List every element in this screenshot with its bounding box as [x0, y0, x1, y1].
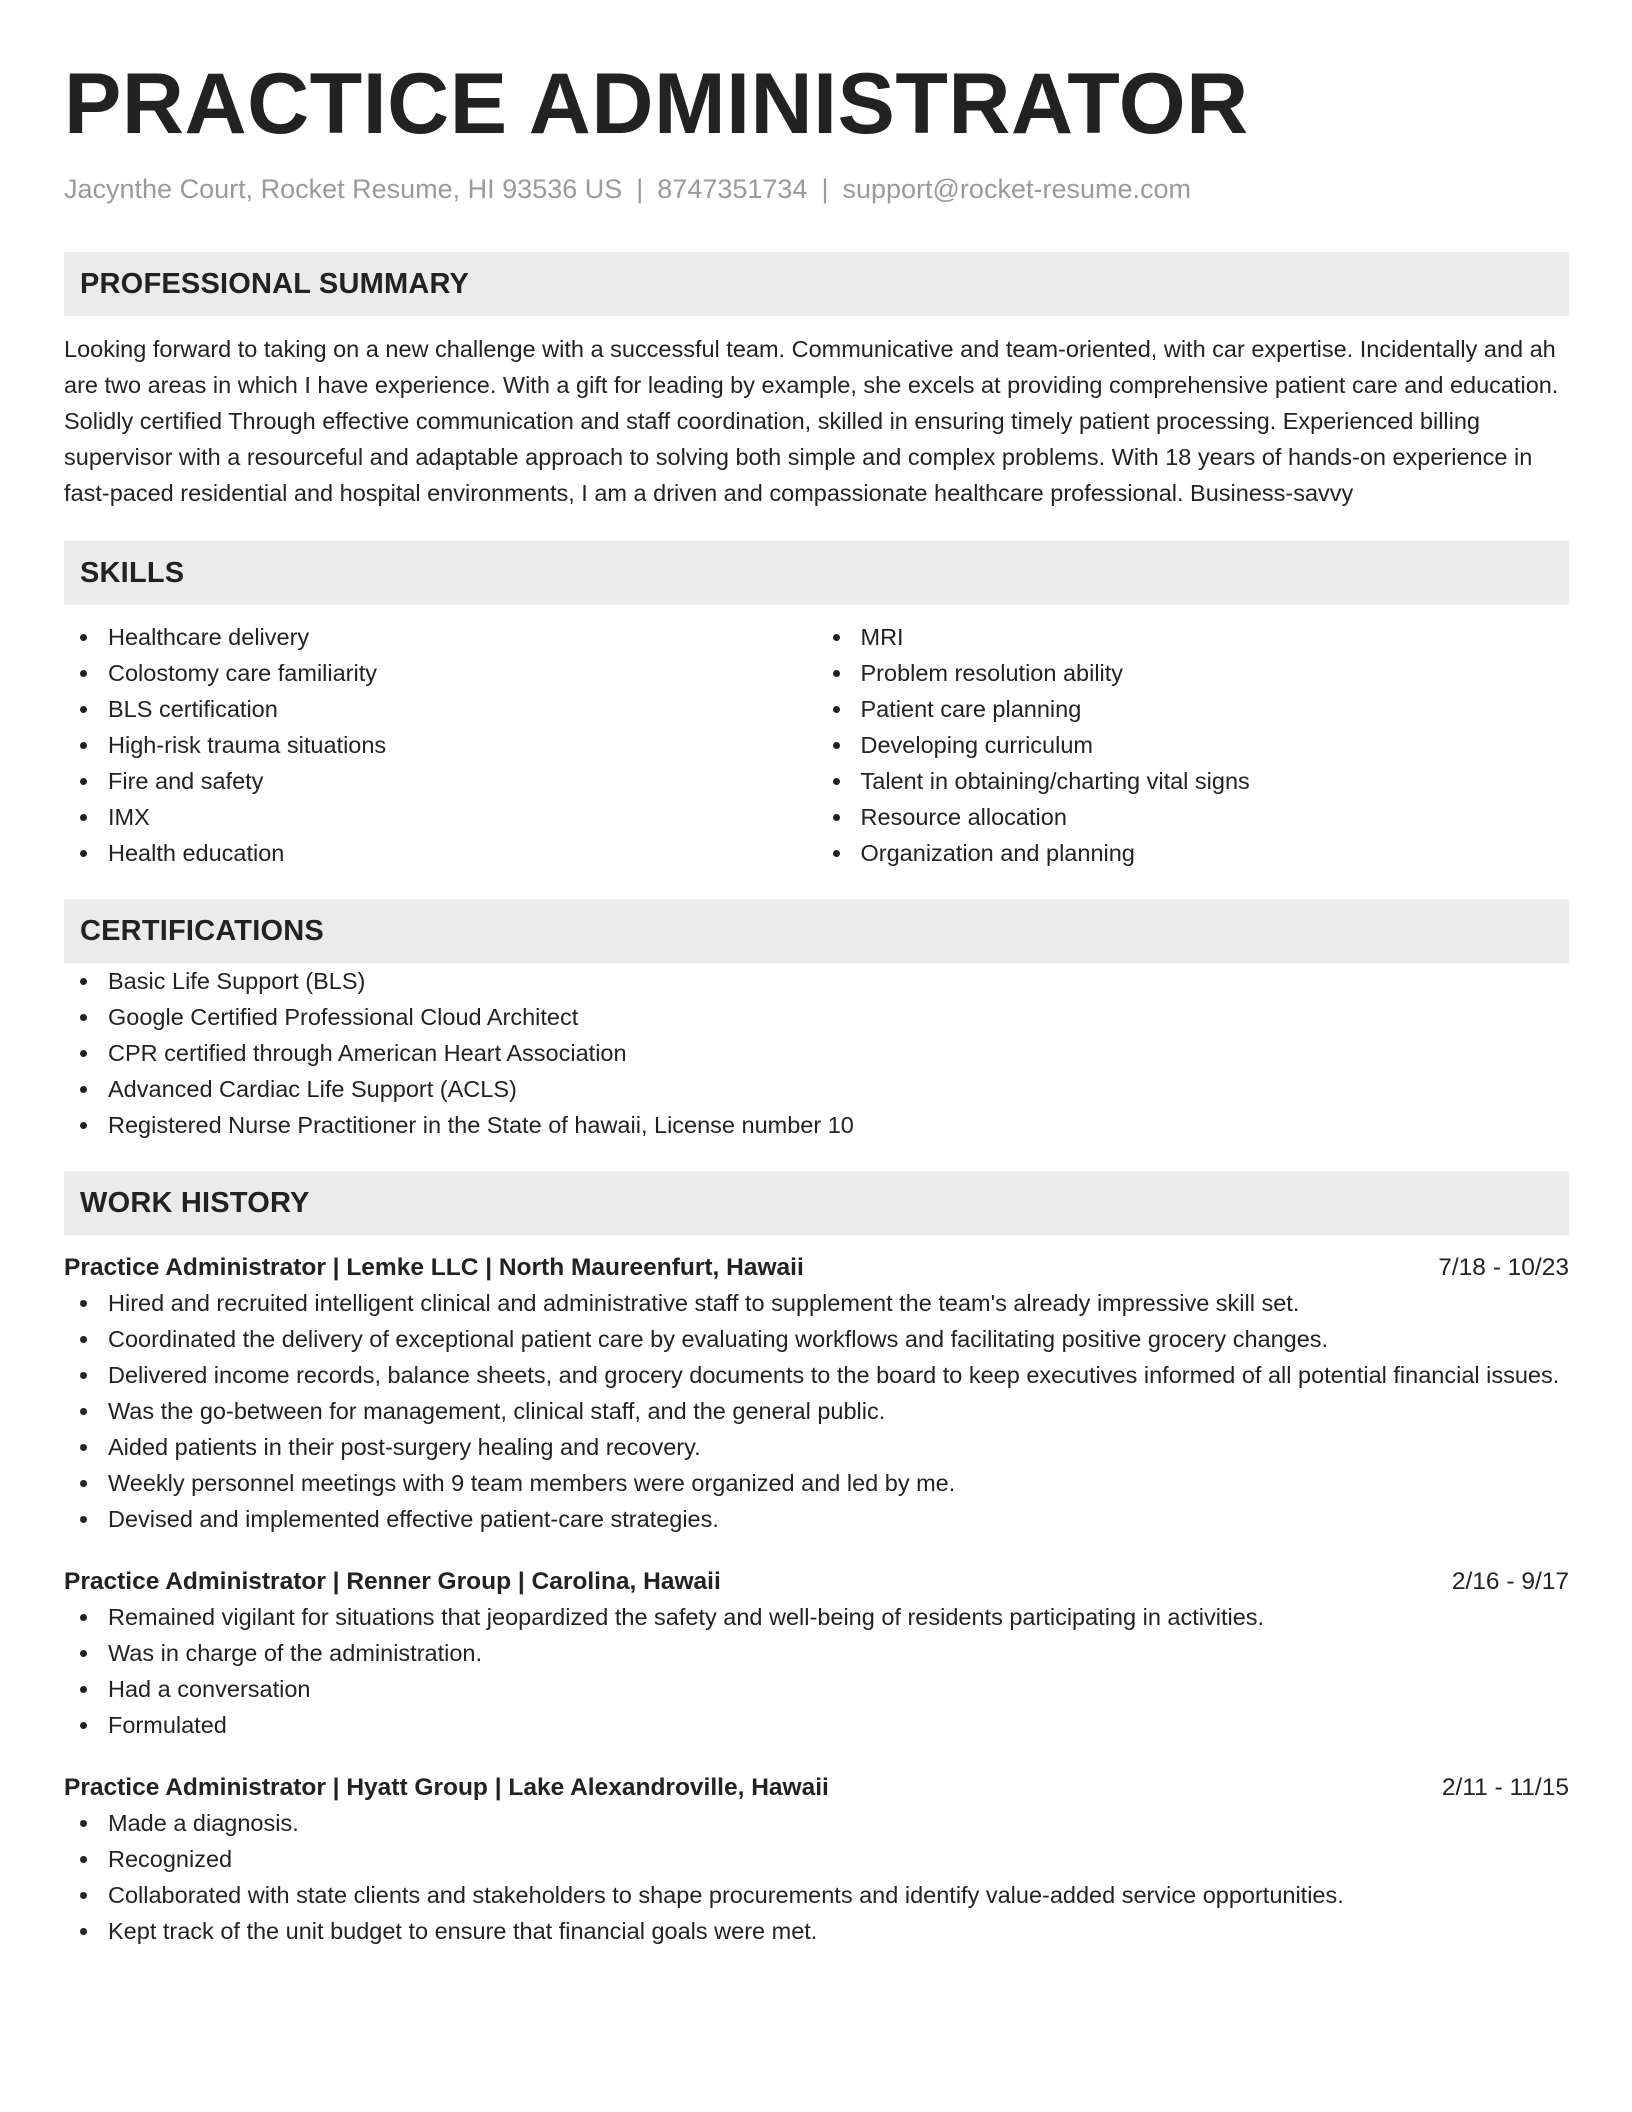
- skills-column-right: [817, 619, 1570, 871]
- job-title: Practice Administrator | Hyatt Group | Lake Alexandroville, Hawaii: [64, 1774, 829, 1801]
- skill-item: Healthcare delivery: [64, 619, 817, 655]
- job-bullets: [64, 1599, 1569, 1743]
- skill-item: Patient care planning: [817, 691, 1570, 727]
- certification-item: Basic Life Support (BLS): [64, 963, 1569, 999]
- job-bullet: Formulated: [64, 1707, 1569, 1743]
- section-header-certifications: CERTIFICATIONS: [64, 899, 1569, 963]
- skills-list-left: [64, 619, 817, 871]
- job-bullet: Was in charge of the administration.: [64, 1635, 1569, 1671]
- certification-item: Advanced Cardiac Life Support (ACLS): [64, 1071, 1569, 1107]
- job-bullet: Collaborated with state clients and stakeholders to shape procurements and identify value-added service opportunities.: [64, 1877, 1569, 1913]
- skills-grid: [64, 619, 1569, 871]
- skill-item: Colostomy care familiarity: [64, 655, 817, 691]
- job-dates: 7/18 - 10/23: [1438, 1254, 1569, 1281]
- skill-item: MRI: [817, 619, 1570, 655]
- job-bullet: Remained vigilant for situations that jeopardized the safety and well-being of residents participating in activities.: [64, 1599, 1569, 1635]
- certification-item: CPR certified through American Heart Association: [64, 1035, 1569, 1071]
- job-entry: [64, 1771, 1569, 1949]
- contact-separator: |: [821, 174, 829, 204]
- job-bullet: Devised and implemented effective patient-care strategies.: [64, 1501, 1569, 1537]
- job-title-row: [64, 1251, 1569, 1285]
- skill-item: Problem resolution ability: [817, 655, 1570, 691]
- job-title-row: [64, 1771, 1569, 1805]
- skill-item: Talent in obtaining/charting vital signs: [817, 763, 1570, 799]
- contact-email: support@rocket-resume.com: [842, 174, 1191, 204]
- section-header-summary: PROFESSIONAL SUMMARY: [64, 252, 1569, 316]
- job-title-row: [64, 1565, 1569, 1599]
- job-bullet: Made a diagnosis.: [64, 1805, 1569, 1841]
- skill-item: Health education: [64, 835, 817, 871]
- job-title: Practice Administrator | Renner Group | Carolina, Hawaii: [64, 1568, 721, 1595]
- skill-item: Developing curriculum: [817, 727, 1570, 763]
- contact-address: Jacynthe Court, Rocket Resume, HI 93536 US: [64, 174, 623, 204]
- skill-item: BLS certification: [64, 691, 817, 727]
- job-bullet: Kept track of the unit budget to ensure that financial goals were met.: [64, 1913, 1569, 1949]
- skills-column-left: [64, 619, 817, 871]
- job-bullet: Delivered income records, balance sheets, and grocery documents to the board to keep executives informed of all potential financial issues.: [64, 1357, 1569, 1393]
- job-bullet: Weekly personnel meetings with 9 team members were organized and led by me.: [64, 1465, 1569, 1501]
- summary-text: Looking forward to taking on a new challenge with a successful team. Communicative and team-oriented, with car expertise. Incidentally and ah are two areas in which I have experience. With a gift for leading by example, she excels at providing comprehensive patient care and education. Solidly certified Through effective communication and staff coordination, skilled in ensuring timely patient processing. Experienced billing supervisor with a resourceful and adaptable approach to solving both simple and complex problems. With 18 years of hands-on experience in fast-paced residential and hospital environments, I am a driven and compassionate healthcare professional. Business-savvy: [64, 336, 1559, 506]
- job-entry: [64, 1251, 1569, 1537]
- section-header-skills: SKILLS: [64, 541, 1569, 605]
- skill-item: IMX: [64, 799, 817, 835]
- job-bullet: Was the go-between for management, clinical staff, and the general public.: [64, 1393, 1569, 1429]
- job-title: Practice Administrator | Lemke LLC | North Maureenfurt, Hawaii: [64, 1254, 804, 1281]
- section-header-work-history: WORK HISTORY: [64, 1171, 1569, 1235]
- job-bullets: [64, 1285, 1569, 1537]
- job-bullet: Recognized: [64, 1841, 1569, 1877]
- job-bullet: Coordinated the delivery of exceptional patient care by evaluating workflows and facilitating positive grocery changes.: [64, 1321, 1569, 1357]
- skill-item: Resource allocation: [817, 799, 1570, 835]
- skill-item: Fire and safety: [64, 763, 817, 799]
- job-bullet: Hired and recruited intelligent clinical and administrative staff to supplement the team's already impressive skill set.: [64, 1285, 1569, 1321]
- job-entry: [64, 1565, 1569, 1743]
- job-dates: 2/11 - 11/15: [1441, 1774, 1569, 1801]
- job-bullet: Aided patients in their post-surgery healing and recovery.: [64, 1429, 1569, 1465]
- certification-item: Google Certified Professional Cloud Architect: [64, 999, 1569, 1035]
- contact-phone: 8747351734: [657, 174, 808, 204]
- certifications-list: [64, 963, 1569, 1143]
- skills-list-right: [817, 619, 1570, 871]
- candidate-name: PRACTICE ADMINISTRATOR: [64, 56, 1249, 152]
- job-dates: 2/16 - 9/17: [1451, 1568, 1569, 1595]
- skill-item: Organization and planning: [817, 835, 1570, 871]
- contact-line: [64, 172, 1569, 206]
- skill-item: High-risk trauma situations: [64, 727, 817, 763]
- job-bullet: Had a conversation: [64, 1671, 1569, 1707]
- contact-separator: |: [636, 174, 644, 204]
- job-bullets: [64, 1805, 1569, 1949]
- certification-item: Registered Nurse Practitioner in the State of hawaii, License number 10: [64, 1107, 1569, 1143]
